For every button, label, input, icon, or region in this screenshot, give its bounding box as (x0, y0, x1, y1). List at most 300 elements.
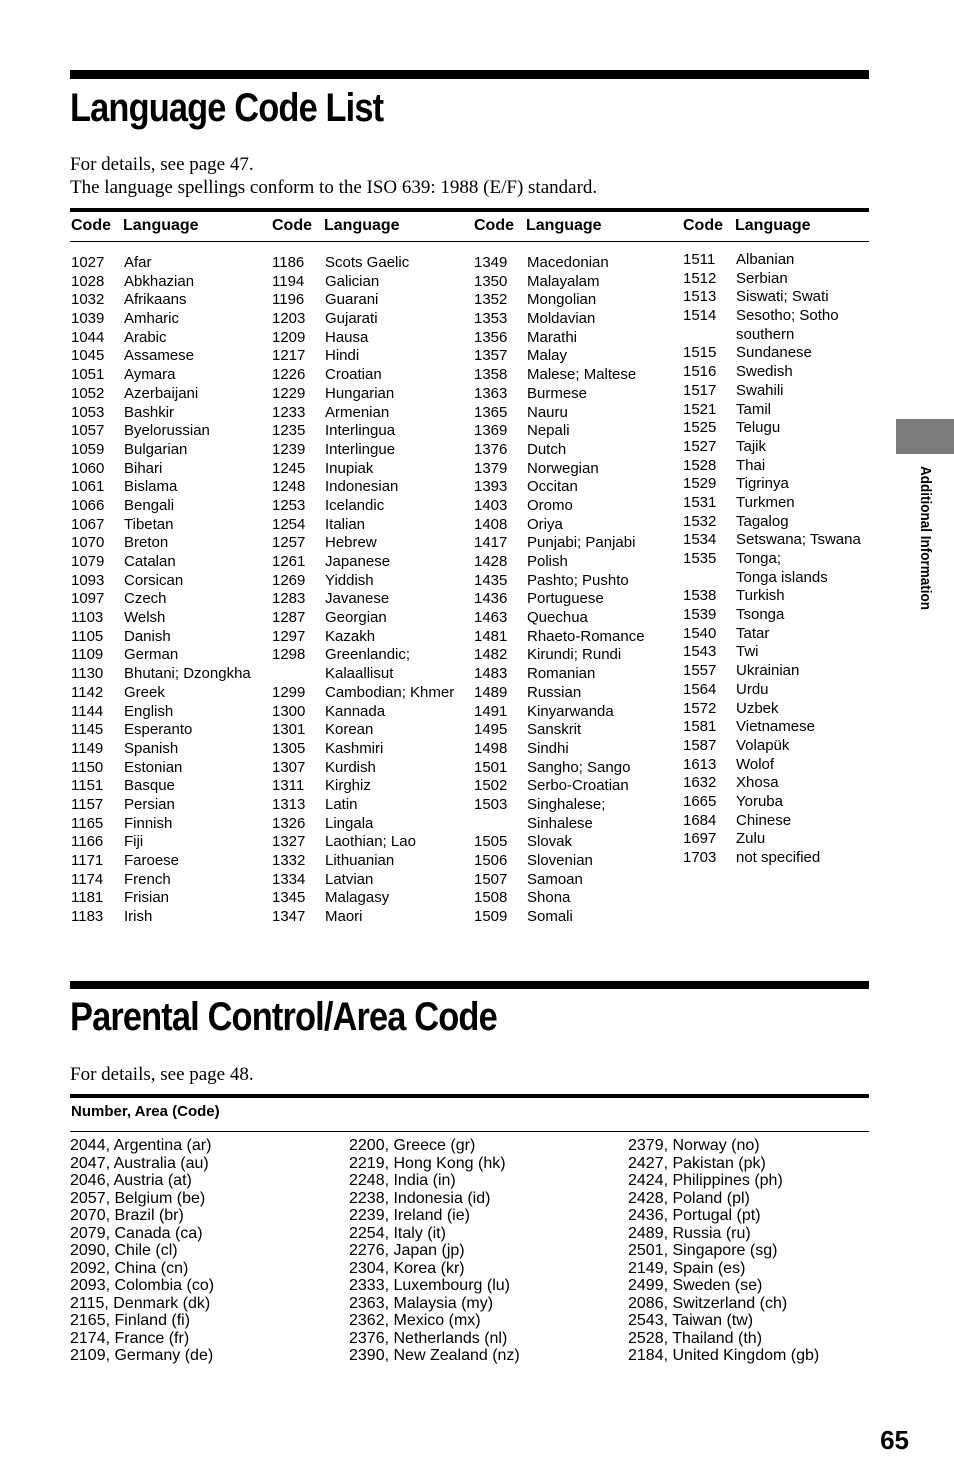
language-name: Malagasy (325, 889, 390, 907)
language-name: Sinhalese (527, 814, 593, 832)
language-row (272, 291, 454, 310)
language-name: Kurdish (325, 758, 376, 776)
language-code: 1229 (272, 384, 306, 402)
language-code: 1528 (683, 456, 717, 474)
language-row (683, 419, 861, 438)
language-code: 1332 (272, 852, 306, 869)
language-code: 1665 (683, 792, 717, 810)
language-row (683, 363, 861, 382)
language-code: 1393 (474, 478, 508, 496)
language-row (71, 254, 251, 273)
language-code: 1376 (474, 440, 508, 458)
language-name: Abkhazian (124, 272, 195, 290)
language-name: Tonga; (736, 550, 782, 567)
language-name: Corsican (124, 571, 184, 589)
area-code-entry: 2489, Russia (ru) (628, 1224, 751, 1242)
language-code: 1525 (683, 419, 717, 437)
header-code: Code (474, 217, 514, 234)
language-code: 1501 (474, 758, 508, 776)
language-name: Setswana; Tswana (736, 531, 861, 549)
language-code: 1217 (272, 347, 306, 365)
language-name: Punjabi; Panjabi (527, 534, 636, 552)
language-code: 1097 (71, 590, 105, 608)
language-name: Frisian (124, 889, 170, 907)
language-name: Scots Gaelic (325, 254, 410, 271)
language-code: 1151 (71, 777, 104, 795)
language-row (683, 662, 861, 681)
language-row (272, 534, 454, 553)
language-name: Hindi (325, 347, 360, 365)
language-row (683, 625, 861, 644)
language-row (272, 310, 454, 329)
language-name: Greek (124, 683, 165, 701)
language-name: Serbian (736, 269, 788, 287)
language-row (71, 441, 251, 460)
language-row (71, 759, 251, 778)
language-row (683, 812, 861, 831)
language-name: Bhutani; Dzongkha (124, 665, 251, 683)
language-row (272, 759, 454, 778)
language-row (272, 347, 454, 366)
language-row (474, 516, 645, 535)
language-code: 1507 (474, 870, 508, 888)
language-code: 1517 (683, 381, 717, 399)
language-row (272, 590, 454, 609)
language-code: 1149 (71, 739, 104, 757)
area-code-entry: 2238, Indonesia (id) (349, 1189, 491, 1207)
language-row (71, 291, 251, 310)
area-code-entry: 2115, Denmark (dk) (70, 1294, 211, 1312)
language-name: Indonesian (325, 478, 399, 496)
language-code: 1299 (272, 683, 306, 701)
language-row (683, 531, 861, 550)
language-code: 1245 (272, 459, 306, 477)
language-name: Korean (325, 721, 374, 739)
language-code: 1564 (683, 680, 717, 698)
language-code: 1534 (683, 531, 717, 549)
language-row (474, 291, 645, 310)
language-row (272, 273, 454, 292)
language-code: 1105 (71, 627, 104, 645)
language-row (71, 460, 251, 479)
area-column-3 (628, 1137, 819, 1365)
language-name: Sindhi (527, 739, 569, 757)
language-code: 1045 (71, 347, 105, 365)
language-name: Kirundi; Rundi (527, 646, 622, 664)
language-name: Singhalese; (527, 795, 606, 813)
language-name: French (124, 870, 171, 888)
language-name: Inupiak (325, 459, 374, 477)
language-row (474, 441, 645, 460)
language-code: 1417 (474, 534, 508, 552)
language-row (474, 796, 645, 815)
header-code: Code (683, 217, 723, 234)
language-code: 1540 (683, 624, 717, 642)
language-code: 1183 (71, 908, 104, 926)
language-row (474, 366, 645, 385)
language-code: 1403 (474, 496, 508, 514)
language-row (683, 270, 861, 289)
language-row (474, 590, 645, 609)
area-intro: For details, see page 48. (70, 1064, 254, 1085)
language-code: 1543 (683, 643, 717, 661)
area-code-entry: 2200, Greece (gr) (349, 1137, 476, 1154)
language-code: 1166 (71, 833, 104, 851)
language-name: Arabic (124, 328, 167, 346)
language-row (683, 737, 861, 756)
language-name: Tatar (736, 624, 770, 642)
area-code-entry: 2239, Ireland (ie) (349, 1207, 470, 1224)
language-name: Azerbaijani (124, 384, 199, 402)
language-name: Volapük (736, 736, 790, 754)
language-row (683, 288, 861, 307)
language-name: Hebrew (325, 534, 377, 552)
language-code: 1483 (474, 665, 508, 683)
language-name: Macedonian (527, 254, 609, 271)
language-code: 1283 (272, 590, 306, 608)
language-row (683, 793, 861, 812)
language-code: 1369 (474, 422, 508, 440)
language-row (683, 718, 861, 737)
language-row (474, 833, 645, 852)
language-code: 1103 (71, 609, 104, 627)
language-row (474, 871, 645, 890)
language-name: Aymara (124, 366, 176, 384)
language-code: 1261 (272, 553, 306, 570)
language-code: 1503 (474, 795, 508, 813)
language-name: Somali (527, 908, 573, 926)
language-code: 1349 (474, 254, 508, 271)
language-code: 1039 (71, 310, 105, 328)
language-name: Bislama (124, 478, 178, 496)
section-rule-top (70, 70, 869, 79)
language-code: 1357 (474, 347, 508, 365)
language-code: 1144 (71, 702, 104, 720)
language-code: 1079 (71, 553, 105, 570)
language-name: Danish (124, 627, 171, 645)
language-code: 1032 (71, 291, 105, 309)
language-code: 1587 (683, 736, 717, 754)
area-code-entry: 2436, Portugal (pt) (628, 1207, 761, 1224)
language-code: 1509 (474, 908, 508, 926)
language-row (272, 553, 454, 572)
language-code: 1632 (683, 774, 717, 792)
language-code: 1171 (71, 852, 104, 869)
language-row (272, 497, 454, 516)
area-code-entry: 2070, Brazil (br) (70, 1207, 184, 1224)
language-name: Armenian (325, 403, 390, 421)
language-name: Irish (124, 908, 153, 926)
area-code-entry: 2276, Japan (jp) (349, 1242, 465, 1259)
language-row (683, 587, 861, 606)
language-name: Bengali (124, 496, 175, 514)
language-code: 1109 (71, 646, 104, 664)
language-row (71, 815, 251, 834)
language-name: Finnish (124, 814, 173, 832)
language-row (474, 740, 645, 759)
language-name: Oriya (527, 515, 563, 533)
area-column-2 (349, 1137, 520, 1365)
language-name: Slovenian (527, 852, 593, 869)
language-row (474, 721, 645, 740)
language-name: Zulu (736, 830, 766, 848)
language-row (683, 681, 861, 700)
language-row (71, 833, 251, 852)
language-code: 1363 (474, 384, 508, 402)
language-row (71, 553, 251, 572)
language-row (683, 382, 861, 401)
language-code: 1196 (272, 291, 305, 309)
language-name: Quechua (527, 609, 588, 627)
language-code: 1495 (474, 721, 508, 739)
area-code-entry: 2248, India (in) (349, 1172, 456, 1189)
area-code-entry: 2427, Pakistan (pk) (628, 1154, 766, 1172)
language-row (71, 572, 251, 591)
language-name: Telugu (736, 419, 781, 437)
language-name: Gujarati (325, 310, 378, 328)
language-name: Kalaallisut (325, 665, 394, 683)
language-name: Tonga islands (736, 568, 828, 586)
language-row (71, 646, 251, 665)
language-row (71, 310, 251, 329)
language-name: Czech (124, 590, 167, 608)
language-row (474, 478, 645, 497)
area-code-entry: 2079, Canada (ca) (70, 1224, 203, 1242)
language-intro-line: For details, see page 47. (70, 154, 254, 175)
area-code-entry: 2424, Philippines (ph) (628, 1172, 783, 1189)
language-code: 1356 (474, 328, 508, 346)
language-row (71, 628, 251, 647)
area-column-1 (70, 1137, 214, 1365)
language-code: 1269 (272, 571, 306, 589)
language-code: 1531 (683, 493, 717, 511)
language-name: Sundanese (736, 344, 812, 362)
language-row (474, 385, 645, 404)
language-name: Interlingua (325, 422, 396, 440)
language-row (683, 438, 861, 457)
language-name: Chinese (736, 811, 792, 829)
language-column-1 (71, 254, 251, 927)
language-code: 1326 (272, 814, 306, 832)
language-name: Esperanto (124, 721, 193, 739)
language-row (272, 889, 454, 908)
language-code: 1061 (71, 478, 105, 496)
header-code: Code (272, 217, 312, 234)
area-code-entry: 2379, Norway (no) (628, 1137, 760, 1154)
language-row (71, 871, 251, 890)
language-code: 1347 (272, 908, 306, 926)
area-section-title: Parental Control/Area Code (70, 995, 497, 1039)
area-code-entry: 2149, Spain (es) (628, 1259, 746, 1277)
language-code: 1353 (474, 310, 508, 328)
language-code: 1194 (272, 272, 305, 290)
language-code: 1345 (272, 889, 306, 907)
area-code-entry: 2499, Sweden (se) (628, 1277, 763, 1294)
language-name: Vietnamese (736, 718, 815, 736)
area-code-entry: 2543, Taiwan (tw) (628, 1312, 754, 1329)
language-row (71, 721, 251, 740)
language-row (71, 684, 251, 703)
language-name: Albanian (736, 251, 795, 268)
language-row (272, 815, 454, 834)
language-row (71, 497, 251, 516)
language-code: 1511 (683, 251, 716, 268)
language-name: Hungarian (325, 384, 395, 402)
language-name: Tagalog (736, 512, 789, 530)
language-code: 1313 (272, 795, 306, 813)
language-row (71, 796, 251, 815)
language-code: 1508 (474, 889, 508, 907)
language-name: Yiddish (325, 571, 374, 589)
language-code: 1239 (272, 440, 306, 458)
language-code: 1209 (272, 328, 306, 346)
language-code: 1057 (71, 422, 105, 440)
area-code-entry: 2376, Netherlands (nl) (349, 1329, 508, 1347)
area-header: Number, Area (Code) (71, 1103, 220, 1120)
language-row (272, 329, 454, 348)
language-code: 1066 (71, 496, 105, 514)
language-code: 1053 (71, 403, 105, 421)
language-row (272, 665, 454, 684)
language-row (272, 703, 454, 722)
language-code: 1203 (272, 310, 306, 328)
language-name: Croatian (325, 366, 382, 384)
area-code-entry: 2165, Finland (fi) (70, 1312, 191, 1329)
language-row (474, 572, 645, 591)
language-name: Pashto; Pushto (527, 571, 629, 589)
language-row (272, 908, 454, 927)
language-name: English (124, 702, 174, 720)
language-row (683, 401, 861, 420)
language-code: 1248 (272, 478, 306, 496)
header-language: Language (123, 217, 199, 234)
language-row (71, 404, 251, 423)
language-name: Russian (527, 683, 582, 701)
language-name: Kinyarwanda (527, 702, 614, 720)
language-name: Assamese (124, 347, 195, 365)
language-row (474, 553, 645, 572)
language-name: Thai (736, 456, 766, 474)
language-code: 1557 (683, 662, 717, 680)
language-name: Tamil (736, 400, 772, 418)
language-row (474, 815, 645, 834)
language-row (272, 871, 454, 890)
language-section-title: Language Code List (70, 86, 384, 130)
area-code-entry: 2304, Korea (kr) (349, 1259, 465, 1277)
language-name: Lingala (325, 814, 374, 832)
header-code: Code (71, 217, 111, 234)
language-code: 1174 (71, 870, 104, 888)
language-code: 1044 (71, 328, 105, 346)
language-name: Byelorussian (124, 422, 210, 440)
language-name: southern (736, 325, 795, 343)
language-row (474, 703, 645, 722)
language-name: Shona (527, 889, 571, 907)
language-code: 1059 (71, 440, 105, 458)
language-code: 1301 (272, 721, 306, 739)
header-language: Language (324, 217, 400, 234)
language-row (474, 422, 645, 441)
language-column-4 (683, 251, 861, 868)
language-code: 1130 (71, 665, 104, 683)
language-code: 1311 (272, 777, 305, 795)
language-name: Tsonga (736, 606, 785, 624)
language-name: Javanese (325, 590, 390, 608)
language-name: Moldavian (527, 310, 596, 328)
language-row (683, 550, 861, 569)
language-row (71, 273, 251, 292)
language-row (474, 534, 645, 553)
language-row (474, 460, 645, 479)
area-code-entry: 2363, Malaysia (my) (349, 1294, 494, 1312)
language-code: 1181 (71, 889, 104, 907)
language-code: 1684 (683, 811, 717, 829)
language-row (683, 700, 861, 719)
language-code: 1253 (272, 496, 306, 514)
language-code: 1051 (71, 366, 105, 384)
language-row (71, 516, 251, 535)
language-name: Spanish (124, 739, 179, 757)
language-name: Yoruba (736, 792, 783, 810)
language-row (272, 404, 454, 423)
language-code: 1703 (683, 849, 717, 866)
language-name: Portuguese (527, 590, 604, 608)
area-code-entry: 2047, Australia (au) (70, 1154, 209, 1172)
language-name: Malay (527, 347, 568, 365)
language-code: 1515 (683, 344, 717, 362)
header-language: Language (526, 217, 602, 234)
area-table-rule-top (70, 1094, 869, 1098)
language-row (272, 684, 454, 703)
area-code-entry: 2254, Italy (it) (349, 1224, 446, 1242)
area-code-entry: 2093, Colombia (co) (70, 1277, 215, 1294)
language-code: 1502 (474, 777, 508, 795)
language-name: Urdu (736, 680, 769, 698)
language-row (683, 326, 861, 345)
area-code-entry: 2109, Germany (de) (70, 1347, 214, 1364)
language-row (272, 572, 454, 591)
language-name: Rhaeto-Romance (527, 627, 645, 645)
area-code-entry: 2501, Singapore (sg) (628, 1242, 778, 1259)
language-row (474, 628, 645, 647)
language-code: 1539 (683, 606, 717, 624)
language-name: Malese; Maltese (527, 366, 637, 384)
language-row (272, 254, 454, 273)
language-code: 1581 (683, 718, 717, 736)
language-row (683, 475, 861, 494)
area-code-entry: 2057, Belgium (be) (70, 1189, 206, 1207)
language-name: Latvian (325, 870, 374, 888)
language-name: Lithuanian (325, 852, 395, 869)
language-name: Kashmiri (325, 739, 384, 757)
language-name: Japanese (325, 553, 391, 570)
language-row (272, 852, 454, 871)
language-name: Tigrinya (736, 475, 789, 493)
language-name: Hausa (325, 328, 369, 346)
language-intro (70, 153, 597, 199)
language-code: 1327 (272, 833, 306, 851)
language-code: 1379 (474, 459, 508, 477)
language-row (474, 310, 645, 329)
language-code: 1358 (474, 366, 508, 384)
language-code (272, 665, 325, 684)
language-code: 1226 (272, 366, 306, 384)
language-code: 1532 (683, 512, 717, 530)
language-row (474, 646, 645, 665)
language-code: 1514 (683, 307, 717, 325)
language-code: 1233 (272, 403, 306, 421)
language-row (272, 478, 454, 497)
